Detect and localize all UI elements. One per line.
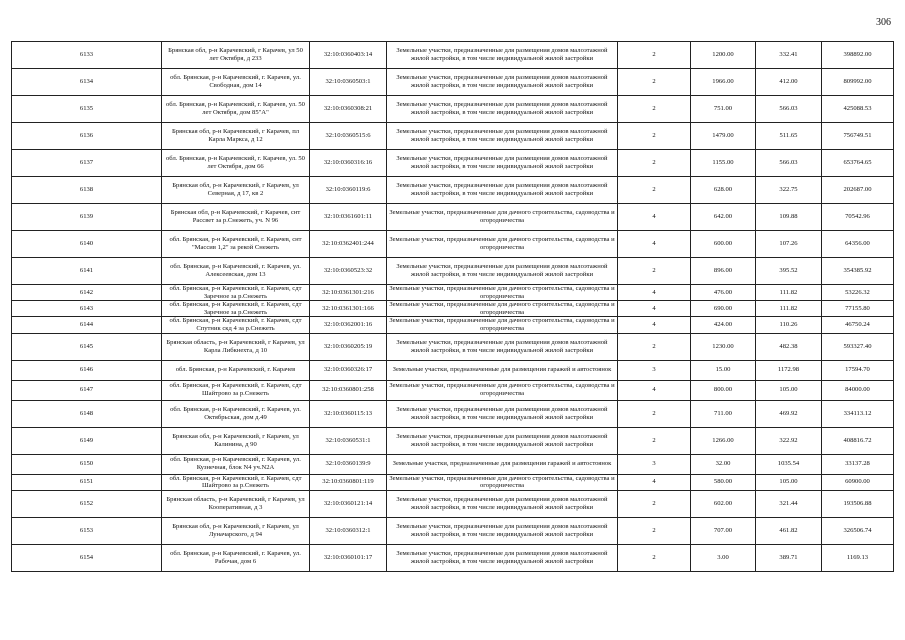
area-cell: 602.00 — [691, 490, 756, 517]
area-cell: 707.00 — [691, 517, 756, 544]
land-use-cell: Земельные участки, предназначенные для размещения домов малоэтажной жилой застройки, в том числе индивидуальной жилой застройки — [387, 400, 618, 427]
address-cell: обл. Брянская, р-н Карачевский, г. Карачев, ул. Октябрьская, дом д.49 — [162, 400, 310, 427]
area-cell: 476.00 — [691, 285, 756, 301]
cadastral-value-cell: 64356.00 — [822, 231, 894, 258]
cadastral-value-cell: 334113.12 — [822, 400, 894, 427]
address-cell: Брянская обл, р-н Карачевский, г Карачев, ул 50 лет Октября, д 233 — [162, 42, 310, 69]
land-use-cell: Земельные участки, предназначенные для размещения домов малоэтажной жилой застройки, в том числе индивидуальной жилой застройки — [387, 96, 618, 123]
land-use-cell: Земельные участки, предназначенные для размещения домов малоэтажной жилой застройки, в том числе индивидуальной жилой застройки — [387, 123, 618, 150]
table-row — [12, 123, 894, 150]
cadastral-number-cell: 32:10:0360101:17 — [310, 544, 387, 571]
table-row — [12, 258, 894, 285]
table-row — [12, 360, 894, 380]
address-cell: Брянская область, р-н Карачевский, г Карачев, ул Кооперативная, д 3 — [162, 490, 310, 517]
cadastral-number-cell: 32:10:0362401:244 — [310, 231, 387, 258]
page-number: 306 — [876, 17, 891, 28]
address-cell: Брянская обл, р-н Карачевский, г Карачев, пл Карла Маркса, д 12 — [162, 123, 310, 150]
row-number-cell: 6148 — [12, 400, 162, 427]
specific-value-cell: 107.26 — [756, 231, 822, 258]
specific-value-cell: 461.82 — [756, 517, 822, 544]
cadastral-value-cell: 326506.74 — [822, 517, 894, 544]
land-use-cell: Земельные участки, предназначенные для дачного строительства, садоводства и огородничества — [387, 317, 618, 333]
land-use-cell: Земельные участки, предназначенные для размещения домов малоэтажной жилой застройки, в том числе индивидуальной жилой застройки — [387, 258, 618, 285]
cadastral-value-cell: 193506.88 — [822, 490, 894, 517]
row-number-cell: 6146 — [12, 360, 162, 380]
area-cell: 424.00 — [691, 317, 756, 333]
area-cell: 711.00 — [691, 400, 756, 427]
cadastral-value-cell: 1169.13 — [822, 544, 894, 571]
land-use-cell: Земельные участки, предназначенные для дачного строительства, садоводства и огородничества — [387, 285, 618, 301]
group-cell: 2 — [618, 490, 691, 517]
cadastral-value-cell: 77155.80 — [822, 301, 894, 317]
specific-value-cell: 1172.98 — [756, 360, 822, 380]
address-cell: обл. Брянская, р-н Карачевский, г. Карачев, ул. 50 лет Октября, дом 66 — [162, 150, 310, 177]
area-cell: 628.00 — [691, 177, 756, 204]
cadastral-value-cell: 809992.00 — [822, 69, 894, 96]
cadastral-number-cell: 32:10:0360523:32 — [310, 258, 387, 285]
row-number-cell: 6139 — [12, 204, 162, 231]
table-row — [12, 177, 894, 204]
cadastral-number-cell: 32:10:0360121:14 — [310, 490, 387, 517]
cadastral-number-cell: 32:10:0361301:166 — [310, 301, 387, 317]
specific-value-cell: 389.71 — [756, 544, 822, 571]
row-number-cell: 6141 — [12, 258, 162, 285]
row-number-cell: 6153 — [12, 517, 162, 544]
address-cell: Брянская обл, р-н Карачевский, г Карачев, снт Рассвет за р.Снежеть, уч. N 96 — [162, 204, 310, 231]
cadastral-value-cell: 53226.32 — [822, 285, 894, 301]
land-use-cell: Земельные участки, предназначенные для размещения домов малоэтажной жилой застройки, в том числе индивидуальной жилой застройки — [387, 490, 618, 517]
group-cell: 4 — [618, 317, 691, 333]
cadastral-value-cell: 756749.51 — [822, 123, 894, 150]
row-number-cell: 6136 — [12, 123, 162, 150]
row-number-cell: 6145 — [12, 333, 162, 360]
cadastral-value-cell: 17594.70 — [822, 360, 894, 380]
group-cell: 2 — [618, 42, 691, 69]
address-cell: обл. Брянская, р-н Карачевский, г. Карачев, ул. Свободная, дом 14 — [162, 69, 310, 96]
cadastral-number-cell: 32:10:0360119:6 — [310, 177, 387, 204]
area-cell: 642.00 — [691, 204, 756, 231]
land-use-cell: Земельные участки, предназначенные для размещения гаражей и автостоянок — [387, 360, 618, 380]
table-row — [12, 400, 894, 427]
specific-value-cell: 105.00 — [756, 474, 822, 490]
cadastral-value-cell: 354385.92 — [822, 258, 894, 285]
cadastral-value-cell: 33137.28 — [822, 454, 894, 474]
specific-value-cell: 110.26 — [756, 317, 822, 333]
group-cell: 2 — [618, 333, 691, 360]
land-use-cell: Земельные участки, предназначенные для размещения гаражей и автостоянок — [387, 454, 618, 474]
address-cell: Брянская обл, р-н Карачевский, г Карачев, ул Северная, д 17, кв 2 — [162, 177, 310, 204]
area-cell: 896.00 — [691, 258, 756, 285]
table-row — [12, 69, 894, 96]
table-row — [12, 231, 894, 258]
area-cell: 800.00 — [691, 380, 756, 400]
cadastral-value-cell: 84000.00 — [822, 380, 894, 400]
group-cell: 3 — [618, 360, 691, 380]
area-cell: 1230.00 — [691, 333, 756, 360]
cadastral-value-cell: 46750.24 — [822, 317, 894, 333]
specific-value-cell: 111.82 — [756, 301, 822, 317]
cadastral-number-cell: 32:10:0360531:1 — [310, 427, 387, 454]
cadastral-value-cell: 425088.53 — [822, 96, 894, 123]
table-body — [12, 42, 894, 572]
address-cell: обл. Брянская, р-н Карачевский, г. Карачев, ул. 50 лет Октября, дом 85"А" — [162, 96, 310, 123]
table-row — [12, 380, 894, 400]
cadastral-value-table — [11, 41, 894, 572]
row-number-cell: 6142 — [12, 285, 162, 301]
area-cell: 1966.00 — [691, 69, 756, 96]
row-number-cell: 6135 — [12, 96, 162, 123]
table-row — [12, 517, 894, 544]
cadastral-number-cell: 32:10:0360205:19 — [310, 333, 387, 360]
specific-value-cell: 105.00 — [756, 380, 822, 400]
table-row — [12, 150, 894, 177]
group-cell: 2 — [618, 69, 691, 96]
row-number-cell: 6144 — [12, 317, 162, 333]
table-row — [12, 301, 894, 317]
table-row — [12, 490, 894, 517]
specific-value-cell: 322.92 — [756, 427, 822, 454]
group-cell: 4 — [618, 204, 691, 231]
cadastral-number-cell: 32:10:0360308:21 — [310, 96, 387, 123]
group-cell: 4 — [618, 474, 691, 490]
cadastral-number-cell: 32:10:0360316:16 — [310, 150, 387, 177]
address-cell: Брянская область, р-н Карачевский, г Карачев, ул Карла Либкнехта, д 10 — [162, 333, 310, 360]
specific-value-cell: 482.38 — [756, 333, 822, 360]
address-cell: обл. Брянская, р-н Карачевский, г. Карачев, сдт Заречное за р.Снежеть — [162, 285, 310, 301]
cadastral-number-cell: 32:10:0361301:216 — [310, 285, 387, 301]
cadastral-value-cell: 398892.00 — [822, 42, 894, 69]
specific-value-cell: 395.52 — [756, 258, 822, 285]
specific-value-cell: 511.65 — [756, 123, 822, 150]
group-cell: 4 — [618, 301, 691, 317]
group-cell: 4 — [618, 380, 691, 400]
specific-value-cell: 109.88 — [756, 204, 822, 231]
table-row — [12, 317, 894, 333]
cadastral-number-cell: 32:10:0360403:14 — [310, 42, 387, 69]
land-use-cell: Земельные участки, предназначенные для дачного строительства, садоводства и огородничества — [387, 380, 618, 400]
cadastral-number-cell: 32:10:0360326:17 — [310, 360, 387, 380]
address-cell: обл. Брянская, р-н Карачевский, г. Карачев, ул. Рабочая, дом 6 — [162, 544, 310, 571]
cadastral-value-cell: 653764.65 — [822, 150, 894, 177]
cadastral-number-cell: 32:10:0360115:13 — [310, 400, 387, 427]
land-use-cell: Земельные участки, предназначенные для размещения домов малоэтажной жилой застройки, в том числе индивидуальной жилой застройки — [387, 150, 618, 177]
cadastral-value-cell: 202687.00 — [822, 177, 894, 204]
area-cell: 690.00 — [691, 301, 756, 317]
row-number-cell: 6133 — [12, 42, 162, 69]
table-row — [12, 285, 894, 301]
specific-value-cell: 321.44 — [756, 490, 822, 517]
cadastral-value-cell: 593327.40 — [822, 333, 894, 360]
group-cell: 3 — [618, 454, 691, 474]
row-number-cell: 6152 — [12, 490, 162, 517]
specific-value-cell: 322.75 — [756, 177, 822, 204]
address-cell: обл. Брянская, р-н Карачевский, г. Карачев, ул. Кузнечная, блок N4 уч.N2А — [162, 454, 310, 474]
area-cell: 1479.00 — [691, 123, 756, 150]
cadastral-value-cell: 408816.72 — [822, 427, 894, 454]
row-number-cell: 6138 — [12, 177, 162, 204]
cadastral-value-cell: 70542.96 — [822, 204, 894, 231]
group-cell: 2 — [618, 123, 691, 150]
specific-value-cell: 332.41 — [756, 42, 822, 69]
specific-value-cell: 566.03 — [756, 96, 822, 123]
row-number-cell: 6143 — [12, 301, 162, 317]
group-cell: 2 — [618, 258, 691, 285]
group-cell: 4 — [618, 285, 691, 301]
land-use-cell: Земельные участки, предназначенные для дачного строительства, садоводства и огородничества — [387, 301, 618, 317]
area-cell: 1266.00 — [691, 427, 756, 454]
address-cell: обл. Брянская, р-н Карачевский, г. Карачев, снт "Массив 1,2" за рекой Снежеть — [162, 231, 310, 258]
area-cell: 1200.00 — [691, 42, 756, 69]
row-number-cell: 6134 — [12, 69, 162, 96]
area-cell: 3.00 — [691, 544, 756, 571]
land-use-cell: Земельные участки, предназначенные для дачного строительства, садоводства и огородничества — [387, 231, 618, 258]
area-cell: 32.00 — [691, 454, 756, 474]
row-number-cell: 6140 — [12, 231, 162, 258]
land-use-cell: Земельные участки, предназначенные для дачного строительства, садоводства и огородничества — [387, 474, 618, 490]
land-use-cell: Земельные участки, предназначенные для размещения домов малоэтажной жилой застройки, в том числе индивидуальной жилой застройки — [387, 333, 618, 360]
land-use-cell: Земельные участки, предназначенные для размещения домов малоэтажной жилой застройки, в том числе индивидуальной жилой застройки — [387, 427, 618, 454]
group-cell: 2 — [618, 427, 691, 454]
group-cell: 2 — [618, 96, 691, 123]
land-use-cell: Земельные участки, предназначенные для размещения домов малоэтажной жилой застройки, в том числе индивидуальной жилой застройки — [387, 544, 618, 571]
row-number-cell: 6137 — [12, 150, 162, 177]
address-cell: обл. Брянская, р-н Карачевский, г. Карачев — [162, 360, 310, 380]
specific-value-cell: 111.82 — [756, 285, 822, 301]
cadastral-number-cell: 32:10:0361601:11 — [310, 204, 387, 231]
table-row — [12, 333, 894, 360]
table-row — [12, 42, 894, 69]
land-use-cell: Земельные участки, предназначенные для размещения домов малоэтажной жилой застройки, в том числе индивидуальной жилой застройки — [387, 42, 618, 69]
land-use-cell: Земельные участки, предназначенные для дачного строительства, садоводства и огородничества — [387, 204, 618, 231]
cadastral-number-cell: 32:10:0362001:16 — [310, 317, 387, 333]
group-cell: 2 — [618, 517, 691, 544]
address-cell: Брянская обл, р-н Карачевский, г Карачев, ул Калинина, д 90 — [162, 427, 310, 454]
table-row — [12, 427, 894, 454]
address-cell: обл. Брянская, р-н Карачевский, г. Карачев, ул. Алексеевская, дом 13 — [162, 258, 310, 285]
address-cell: обл. Брянская, р-н Карачевский, г. Карачев, сдт Шайтрово за р.Снежеть — [162, 474, 310, 490]
address-cell: обл. Брянская, р-н Карачевский, г. Карачев, сдт Спутник скд 4 за р.Снежеть — [162, 317, 310, 333]
table-row — [12, 454, 894, 474]
row-number-cell: 6149 — [12, 427, 162, 454]
row-number-cell: 6147 — [12, 380, 162, 400]
area-cell: 15.00 — [691, 360, 756, 380]
specific-value-cell: 566.03 — [756, 150, 822, 177]
cadastral-number-cell: 32:10:0360515:6 — [310, 123, 387, 150]
table-row — [12, 474, 894, 490]
table-row — [12, 204, 894, 231]
group-cell: 2 — [618, 400, 691, 427]
area-cell: 751.00 — [691, 96, 756, 123]
table-row — [12, 96, 894, 123]
row-number-cell: 6151 — [12, 474, 162, 490]
address-cell: обл. Брянская, р-н Карачевский, г. Карачев, сдт Заречное за р.Снежеть — [162, 301, 310, 317]
table-row — [12, 544, 894, 571]
area-cell: 1155.00 — [691, 150, 756, 177]
cadastral-number-cell: 32:10:0360312:1 — [310, 517, 387, 544]
row-number-cell: 6154 — [12, 544, 162, 571]
group-cell: 2 — [618, 544, 691, 571]
group-cell: 4 — [618, 231, 691, 258]
land-use-cell: Земельные участки, предназначенные для размещения домов малоэтажной жилой застройки, в том числе индивидуальной жилой застройки — [387, 517, 618, 544]
cadastral-number-cell: 32:10:0360801:258 — [310, 380, 387, 400]
area-cell: 580.00 — [691, 474, 756, 490]
cadastral-number-cell: 32:10:0360503:1 — [310, 69, 387, 96]
land-use-cell: Земельные участки, предназначенные для размещения домов малоэтажной жилой застройки, в том числе индивидуальной жилой застройки — [387, 69, 618, 96]
specific-value-cell: 412.00 — [756, 69, 822, 96]
address-cell: обл. Брянская, р-н Карачевский, г. Карачев, сдт Шайтрово за р.Снежеть — [162, 380, 310, 400]
specific-value-cell: 469.92 — [756, 400, 822, 427]
cadastral-value-cell: 60900.00 — [822, 474, 894, 490]
row-number-cell: 6150 — [12, 454, 162, 474]
group-cell: 2 — [618, 150, 691, 177]
cadastral-number-cell: 32:10:0360139:9 — [310, 454, 387, 474]
address-cell: Брянская обл, р-н Карачевский, г Карачев, ул Луначарского, д 94 — [162, 517, 310, 544]
group-cell: 2 — [618, 177, 691, 204]
specific-value-cell: 1035.54 — [756, 454, 822, 474]
land-use-cell: Земельные участки, предназначенные для размещения домов малоэтажной жилой застройки, в том числе индивидуальной жилой застройки — [387, 177, 618, 204]
cadastral-number-cell: 32:10:0360801:119 — [310, 474, 387, 490]
area-cell: 600.00 — [691, 231, 756, 258]
